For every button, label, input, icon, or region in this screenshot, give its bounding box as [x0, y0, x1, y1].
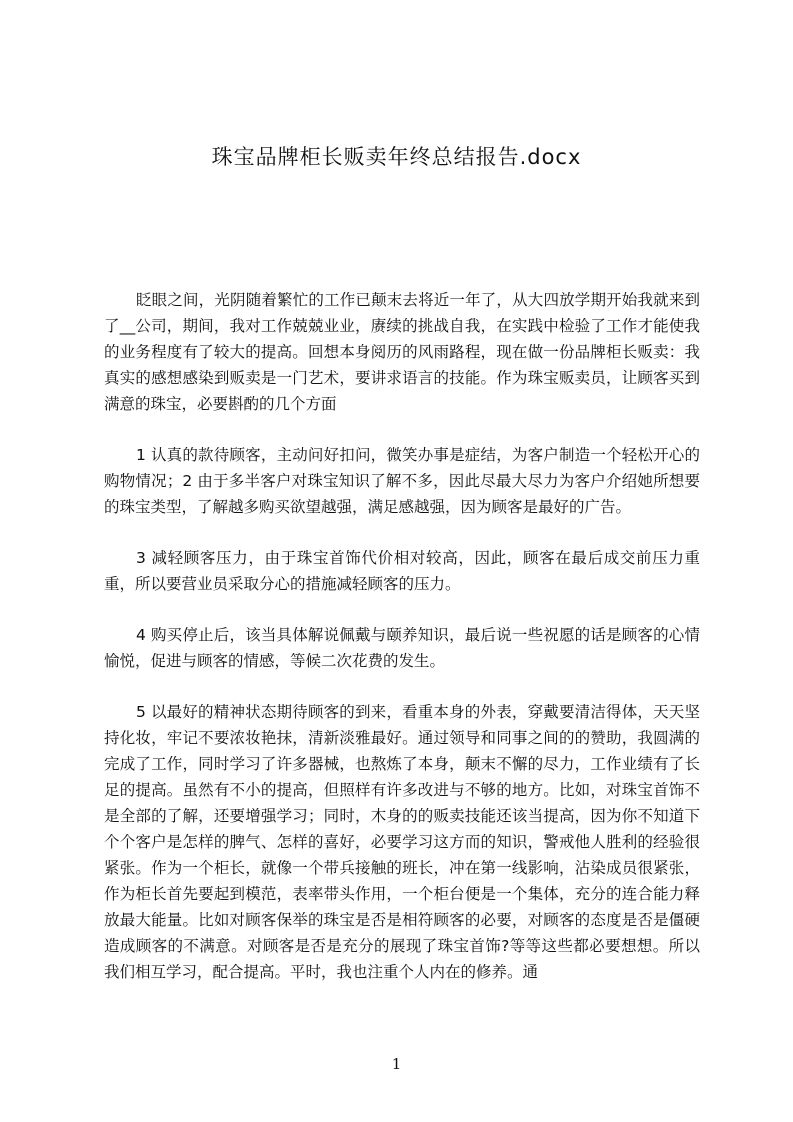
paragraph-item-3: 3 减轻顾客压力，由于珠宝首饰代价相对较高，因此，顾客在最后成交前压力重重，所以要营业员采取分心的措施减轻顾客的压力。	[104, 549, 700, 593]
paragraph-intro: 眨眼之间，光阴随着繁忙的工作已颠末去将近一年了，从大四放学期开始我就来到了__公司，期间，我对工作兢兢业业，赓续的挑战自我，在实践中检验了工作才能使我的业务程度有了较大的提高。回想本身阅历的风雨路程，现在做一份品牌柜长贩卖：我真实的感想感染到贩卖是一门艺术，要讲求语言的技能。作为珠宝贩卖员，让顾客买到满意的珠宝，必要斟酌的几个方面	[104, 291, 700, 413]
paragraph-item-1-2: 1 认真的款待顾客，主动问好扣问，微笑办事是症结，为客户制造一个轻松开心的购物情况；2 由于多半客户对珠宝知识了解不多，因此尽最大尽力为客户介绍她所想要的珠宝类型，了解越多购买欲望越强，满足感越强，因为顾客是最好的广告。	[104, 446, 700, 516]
paragraph-item-4: 4 购买停止后，该当具体解说佩戴与颐养知识，最后说一些祝愿的话是顾客的心情愉悦，促进与顾客的情感，等候二次花费的发生。	[104, 626, 700, 670]
page-number: 1	[391, 1055, 402, 1073]
paragraph-item-5: 5 以最好的精神状态期待顾客的到来，看重本身的外表，穿戴要清洁得体，天天坚持化妆，牢记不要浓妆艳抹，清新淡雅最好。通过领导和同事之间的的赞助，我圆满的完成了工作，同时学习了许多器械，也熬炼了本身，颠末不懈的尽力，工作业绩有了长足的提高。虽然有不小的提高，但照样有许多改进与不够的地方。比如，对珠宝首饰不是全部的了解，还要增强学习；同时，木身的的贩卖技能还该当提高，因为你不知道下个个客户是怎样的脾气、怎样的喜好，必要学习这方而的知识，警戒他人胜利的经验很紧张。作为一个柜长，就像一个带兵接触的班长，冲在第一线影响，沾染成员很紧张，作为柜长首先要起到模范，表率带头作用，一个柜台便是一个集体，充分的连合能力释放最大能量。比如对顾客保举的珠宝是否是相符顾客的必要，对顾客的态度是否是僵硬造成顾客的不满意。对顾客是否是充分的展现了珠宝首饰?等等这些都必要想想。所以我们相互学习，配合提高。平时，我也注重个人内在的修养。通	[104, 703, 700, 981]
document-body	[104, 287, 700, 1010]
document-title: 珠宝品牌柜长贩卖年终总结报告.docx	[211, 145, 582, 169]
